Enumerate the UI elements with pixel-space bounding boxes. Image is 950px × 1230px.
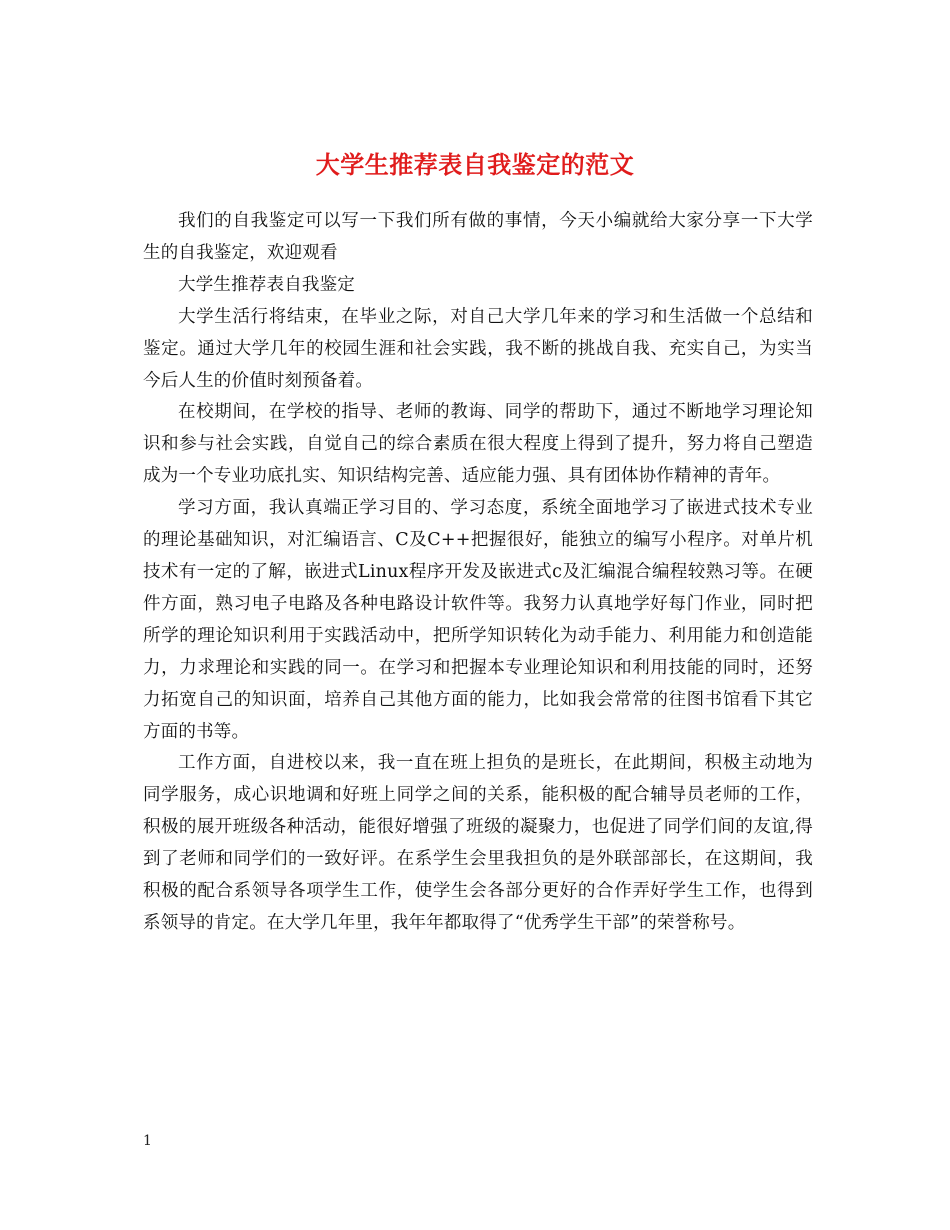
paragraph-subtitle: 大学生推荐表自我鉴定 [178,274,355,295]
document-title: 大学生推荐表自我鉴定的范文 [315,150,635,180]
paragraph-work: 工作方面，自进校以来，我一直在班上担负的是班长，在此期间，积极主动地为同学服务，成心识地调和好班上同学之间的关系，能积极的配合辅导员老师的工作，积极的展开班级各种活动，能很好增强了班级的凝聚力，也促进了同学们间的友谊,得到了老师和同学们的一致好评。在系学生会里我担负的是外联部部长，在这期间，我积极的配合系领导各项学生工作，使学生会各部分更好的合作弄好学生工作，也得到系领导的肯定。在大学几年里，我年年都取得了“优秀学生干部”的荣誉称号。 [143,753,813,933]
paragraph-summary: 大学生活行将结束，在毕业之际，对自己大学几年来的学习和生活做一个总结和鉴定。通过大学几年的校园生涯和社会实践，我不断的挑战自我、充实自己，为实当今后人生的价值时刻预备着。 [143,306,813,391]
document-body [143,206,813,940]
paragraph-school-period: 在校期间，在学校的指导、老师的教诲、同学的帮助下，通过不断地学习理论知识和参与社会实践，自觉自己的综合素质在很大程度上得到了提升，努力将自己塑造成为一个专业功底扎实、知识结构完善、适应能力强、具有团体协作精神的青年。 [143,402,813,487]
page-number: 1 [143,1133,152,1149]
paragraph-intro: 我们的自我鉴定可以写一下我们所有做的事情，今天小编就给大家分享一下大学生的自我鉴定，欢迎观看 [143,211,813,263]
paragraph-study: 学习方面，我认真端正学习目的、学习态度，系统全面地学习了嵌进式技术专业的理论基础知识，对汇编语言、C及C++把握很好，能独立的编写小程序。对单片机技术有一定的了解，嵌进式Linux程序开发及嵌进式c及汇编混合编程较熟习等。在硬件方面，熟习电子电路及各种电路设计软件等。我努力认真地学好每门作业，同时把所学的理论知识利用于实践活动中，把所学知识转化为动手能力、利用能力和创造能力，力求理论和实践的同一。在学习和把握本专业理论知识和利用技能的同时，还努力拓宽自己的知识面，培养自己其他方面的能力，比如我会常常的往图书馆看下其它方面的书等。 [143,498,813,742]
